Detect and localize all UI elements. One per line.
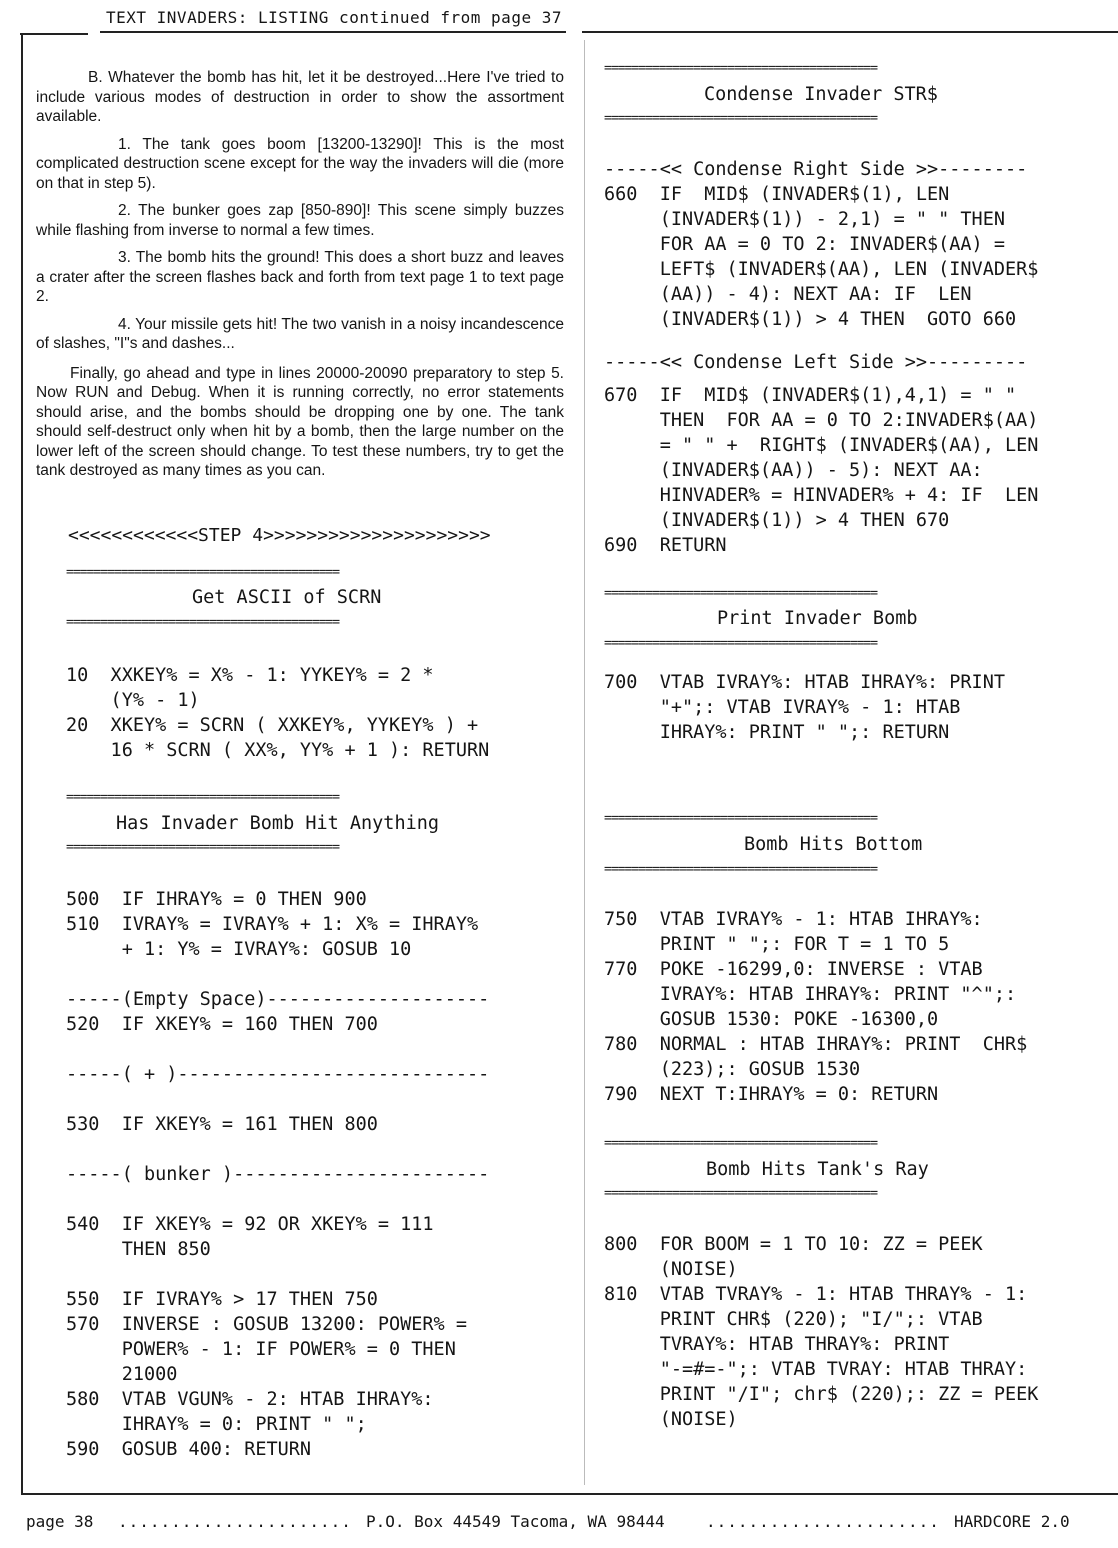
rule: ======================================== [604, 1187, 878, 1200]
separator-plus: -----( + )---------------------------- [66, 1064, 490, 1085]
separator-condense-left: -----<< Condense Left Side >>--------- [604, 352, 1028, 373]
rule: ======================================== [604, 637, 878, 650]
rule: ======================================== [66, 841, 340, 854]
paragraph-finally: Finally, go ahead and type in lines 20000-20090 preparatory to step 5. Now RUN and Debug. When it is running correctly, no error statements should arise, and the bombs should be dropping one by one. The tank should self-destruct only when hit by a bomb, then the large number on the lower left of the screen should change. To test these numbers, try to get the tank destroyed as many times as you can. [36, 364, 564, 479]
paragraph-item-4: 4. Your missile gets hit! The two vanish in a noisy incandescence of slashes, "I"s and dashes... [36, 315, 564, 352]
frame-bottom-border [21, 1493, 1118, 1495]
page-header-title: TEXT INVADERS: LISTING continued from page 37 [106, 8, 562, 27]
header-rule-middle [100, 31, 566, 33]
header-rule-right [582, 31, 1118, 33]
footer-address: P.O. Box 44549 Tacoma, WA 98444 [366, 1512, 665, 1531]
code-line-520: 520 IF XKEY% = 160 THEN 700 [66, 1014, 378, 1035]
code-block-750-790: 750 VTAB IVRAY% - 1: HTAB IHRAY%: PRINT " ";: FOR T = 1 TO 5 770 POKE -16299,0: INVERSE : VTAB IVRAY%: HTAB IHRAY%: PRINT "^";: GOSUB 1530: POKE -16300,0 780 NORMAL : HTAB IHRAY%: PRINT CHR$ (223);: GOSUB 1530 790 NEXT T:IHRAY% = 0: RETURN [604, 909, 1028, 1105]
paragraph-item-2: 2. The bunker goes zap [850-890]! This scene simply buzzes while flashing from inverse to normal a few times. [36, 202, 564, 239]
section-title-print-bomb: Print Invader Bomb [717, 608, 918, 629]
paragraph-item-1: 1. The tank goes boom [13200-13290]! This is the most complicated destruction scene except for the way the invaders will die (more on that in step 5). [36, 135, 564, 192]
code-line-530: 530 IF XKEY% = 161 THEN 800 [66, 1114, 378, 1135]
code-block-660: 660 IF MID$ (INVADER$(1), LEN (INVADER$(1)) - 2,1) = " " THEN FOR AA = 0 TO 2: INVADER$(AA) = LEFT$ (INVADER$(AA), LEN (INVADER$ (AA)) - 4): NEXT AA: IF LEN (INVADER$(1)) > 4 THEN GOTO 660 [604, 184, 1039, 330]
separator-empty-space: -----(Empty Space)-------------------- [66, 989, 490, 1010]
paragraph-b: B. Whatever the bomb has hit, let it be destroyed...Here I've tried to include various modes of destruction in order to show the assortment available. [36, 69, 564, 125]
section-title-get-ascii: Get ASCII of SCRN [192, 587, 382, 608]
footer-magazine: HARDCORE 2.0 [954, 1512, 1070, 1531]
separator-condense-right: -----<< Condense Right Side >>-------- [604, 159, 1028, 180]
rule: ======================================== [66, 616, 340, 629]
rule: ======================================== [66, 566, 340, 579]
code-block-540-590: 540 IF XKEY% = 92 OR XKEY% = 111 THEN 850 550 IF IVRAY% > 17 THEN 750 570 INVERSE : GOSUB 13200: POWER% = POWER% - 1: IF POWER% = 0 THEN 21000 580 VTAB VGUN% - 2: HTAB IHRAY%: IHRAY% = 0: PRINT " "; 590 GOSUB 400: RETURN [66, 1214, 467, 1460]
rule: ======================================== [604, 1137, 878, 1150]
column-divider [584, 40, 585, 1485]
section-title-bomb-bottom: Bomb Hits Bottom [744, 834, 923, 855]
code-block-800-810: 800 FOR BOOM = 1 TO 10: ZZ = PEEK (NOISE) 810 VTAB TVRAY% - 1: HTAB THRAY% - 1: PRINT CHR$ (220); "I/";: VTAB TVRAY%: HTAB THRAY%: PRINT "-=#=-";: VTAB TVRAY: HTAB THRAY: PRINT "/I"; chr$ (220);: ZZ = PEEK (NOISE) [604, 1234, 1039, 1430]
step-4-banner: <<<<<<<<<<<<STEP 4>>>>>>>>>>>>>>>>>>>>> [68, 525, 491, 546]
code-block-10-20: 10 XXKEY% = X% - 1: YYKEY% = 2 * (Y% - 1) 20 XKEY% = SCRN ( XXKEY%, YYKEY% ) + 16 * SCRN ( XX%, YY% + 1 ): RETURN [66, 665, 490, 761]
code-block-700: 700 VTAB IVRAY%: HTAB IHRAY%: PRINT "+";: VTAB IVRAY% - 1: HTAB IHRAY%: PRINT " ";: RETURN [604, 672, 1005, 743]
rule: ======================================== [604, 587, 878, 600]
section-title-condense: Condense Invader STR$ [704, 84, 938, 105]
rule: ======================================== [66, 791, 340, 804]
footer-page-number: page 38 [26, 1512, 94, 1531]
header-rule-left [20, 33, 88, 35]
footer-dots-left: ...................... [118, 1512, 352, 1531]
rule: ======================================== [604, 62, 878, 75]
section-title-bomb-hit: Has Invader Bomb Hit Anything [116, 813, 440, 834]
code-block-670-690: 670 IF MID$ (INVADER$(1),4,1) = " " THEN FOR AA = 0 TO 2:INVADER$(AA) = " " + RIGHT$ (INVADER$(AA), LEN (INVADER$(AA)) - 5): NEXT AA: HINVADER% = HINVADER% + 4: IF LEN (INVADER$(1)) > 4 THEN 670 690 RETURN [604, 385, 1039, 556]
rule: ======================================== [604, 112, 878, 125]
page-footer [24, 1508, 1094, 1534]
footer-dots-right: ...................... [706, 1512, 940, 1531]
section-title-bomb-tank-ray: Bomb Hits Tank's Ray [706, 1159, 929, 1180]
paragraph-item-3: 3. The bomb hits the ground! This does a short buzz and leaves a crater after the screen flashes back and forth from text page 1 to text page 2. [36, 249, 564, 305]
rule: ======================================== [604, 812, 878, 825]
rule: ======================================== [604, 863, 878, 876]
separator-bunker: -----( bunker )----------------------- [66, 1164, 490, 1185]
code-block-500-510: 500 IF IHRAY% = 0 THEN 900 510 IVRAY% = IVRAY% + 1: X% = IHRAY% + 1: Y% = IVRAY%: GOSUB 10 [66, 889, 479, 960]
article-text [36, 68, 564, 489]
frame-left-border [21, 33, 23, 1493]
